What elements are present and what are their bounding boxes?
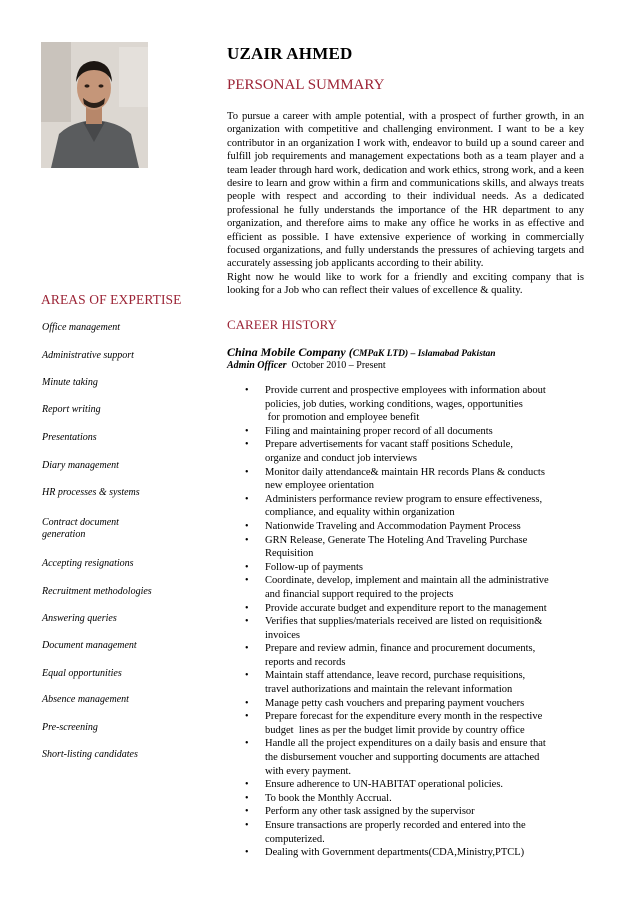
bullet-icon: • [245, 602, 249, 614]
duty-line: Provide accurate budget and expenditure report to the management [265, 602, 547, 614]
bullet-icon: • [245, 670, 249, 682]
duty-line: with every payment. [265, 765, 352, 777]
duty-line: Provide current and prospective employees with information about [265, 385, 546, 396]
duty-line: Perform any other task assigned by the supervisor [265, 806, 475, 818]
duty-line: invoices [265, 629, 300, 641]
duty-line: Prepare forecast for the expenditure every month in the respective [265, 711, 543, 723]
duty-line: new employee orientation [265, 480, 375, 492]
duty-item [245, 466, 587, 493]
duty-item [245, 697, 587, 711]
duty-line: Filing and maintaining proper record of all documents [265, 425, 493, 437]
expertise-item: Report writing [42, 404, 101, 415]
duty-item [245, 438, 587, 465]
duty-line: the disbursement voucher and supporting documents are attached [265, 752, 540, 764]
duty-line: organize and conduct job interviews [265, 452, 418, 464]
summary-paragraph: To pursue a career with ample potential, with a prospect of further growth, in an organization with competitive and challenging environment. I want to be a key contributor in an organization I work with, endeavor to build up a sound career and fulfill job requirements and management expectations both as a team player and a team leader through hard work, dedication and work ethics, strong work, and a keen desire to learn and grow within a firm and communications skills, and always treats people with respect and according to their individual needs. As a dedicated professional he fully understands the importance of the HR department to any organization, and therefore aims to make any office he works in as effective and efficient as possible. I have extensive experience of working in commercially focused organizations, and fully understands the pressures of achieving targets and accurately assessing job applicants according to their ability. [227, 111, 584, 270]
summary-title: PERSONAL SUMMARY [227, 77, 385, 93]
bullet-icon: • [245, 643, 249, 655]
company-location: – Islamabad Pakistan [408, 349, 496, 359]
person-photo-icon [41, 42, 148, 168]
duty-item [245, 669, 587, 696]
duty-line: Ensure transactions are properly recorded and entered into the [265, 820, 526, 831]
bullet-icon: • [245, 616, 249, 628]
duty-line: Handle all the project expenditures on a daily basis and ensure that [265, 738, 546, 750]
duty-line: Dealing with Government departments(CDA,Ministry,PTCL) [265, 847, 525, 859]
expertise-item: Presentations [42, 432, 97, 443]
expertise-item: Short-listing candidates [42, 749, 138, 760]
bullet-icon: • [245, 575, 249, 587]
duty-item [245, 384, 587, 425]
expertise-item: Accepting resignations [42, 558, 134, 569]
duty-item [245, 778, 587, 792]
summary-text [227, 110, 584, 298]
duty-line: Prepare advertisements for vacant staff positions Schedule, [265, 439, 513, 451]
bullet-icon: • [245, 466, 249, 478]
duty-line: Ensure adherence to UN-HABITAT operational policies. [265, 779, 504, 791]
expertise-item: Administrative support [42, 350, 134, 361]
duty-line: and financial support required to the projects [265, 588, 454, 600]
duty-item [245, 534, 587, 561]
expertise-item: Equal opportunities [42, 668, 122, 679]
bullet-icon: • [245, 534, 249, 546]
profile-photo [41, 42, 148, 168]
duty-item [245, 493, 587, 520]
company-name: China Mobile Company ( [227, 345, 353, 359]
bullet-icon: • [245, 738, 249, 750]
duty-line: policies, job duties, working conditions, wages, opportunities [265, 398, 523, 410]
expertise-item: Diary management [42, 460, 119, 471]
duty-item [245, 737, 587, 778]
bullet-icon: • [245, 711, 249, 723]
duty-item [245, 819, 587, 846]
duty-item [245, 425, 587, 439]
expertise-item: HR processes & systems [42, 487, 140, 498]
company-sub: CMPaK LTD) [352, 349, 409, 359]
candidate-name: UZAIR AHMED [227, 44, 353, 63]
duty-item [245, 561, 587, 575]
duty-line: Follow-up of payments [265, 561, 363, 573]
expertise-item: Document management [42, 640, 137, 651]
duty-item [245, 520, 587, 534]
duty-line: Requisition [265, 548, 314, 560]
expertise-item: Recruitment methodologies [42, 586, 152, 597]
duty-item [245, 574, 587, 601]
duty-line: for promotion and employee benefit [265, 412, 420, 424]
expertise-item: Office management [42, 322, 121, 333]
duty-line: Manage petty cash vouchers and preparing payment vouchers [265, 697, 525, 709]
expertise-item: Pre-screening [42, 722, 98, 733]
bullet-icon: • [245, 425, 249, 437]
duty-item [245, 615, 587, 642]
expertise-item: Answering queries [42, 613, 117, 624]
bullet-icon: • [245, 847, 249, 859]
duty-item [245, 846, 587, 860]
duty-line: reports and records [265, 656, 346, 668]
bullet-icon: • [245, 779, 249, 791]
bullet-icon: • [245, 792, 249, 804]
duty-line: computerized. [265, 833, 325, 845]
bullet-icon: • [245, 520, 249, 532]
duty-line: Administers performance review program to ensure effectiveness, [265, 493, 543, 505]
bullet-icon: • [245, 385, 249, 396]
role-title: Admin Officer [227, 360, 287, 371]
expertise-item: Contract document generation [42, 517, 119, 540]
career-title: CAREER HISTORY [227, 317, 337, 332]
duty-item [245, 642, 587, 669]
duty-line: travel authorizations and maintain the relevant information [265, 684, 513, 696]
duty-line: GRN Release, Generate The Hoteling And Traveling Purchase [265, 534, 528, 546]
duty-line: Prepare and review admin, finance and procurement documents, [265, 643, 536, 655]
duty-item [245, 792, 587, 806]
company-heading [227, 345, 496, 360]
duties-list [227, 384, 587, 860]
duty-line: compliance, and equality within organization [265, 507, 455, 519]
duty-line: Maintain staff attendance, leave record, purchase requisitions, [265, 670, 526, 682]
duty-line: budget lines as per the budget limit provide by country office [265, 724, 525, 736]
expertise-section [41, 292, 211, 308]
bullet-icon: • [245, 806, 249, 818]
bullet-icon: • [245, 561, 249, 573]
expertise-item: Minute taking [42, 377, 98, 388]
duty-line: Verifies that supplies/materials received are listed on requisition& [265, 616, 543, 628]
duty-line: To book the Monthly Accrual. [265, 792, 392, 804]
duty-item [245, 805, 587, 819]
duty-line: Nationwide Traveling and Accommodation Payment Process [265, 520, 521, 532]
role-period: October 2010 – Present [291, 360, 386, 371]
bullet-icon: • [245, 439, 249, 451]
duty-item [245, 602, 587, 616]
duty-line: Coordinate, develop, implement and maintain all the administrative [265, 575, 549, 587]
expertise-title: AREAS OF EXPERTISE [41, 292, 182, 307]
duty-line: Monitor daily attendance& maintain HR records Plans & conducts [265, 466, 545, 478]
bullet-icon: • [245, 697, 249, 709]
summary-paragraph: Right now he would like to work for a friendly and exciting company that is looking for a Job who can reflect their values of excellence & quality. [227, 271, 584, 297]
expertise-item: Absence management [42, 694, 129, 705]
bullet-icon: • [245, 820, 249, 831]
duty-item [245, 710, 587, 737]
bullet-icon: • [245, 493, 249, 505]
role-line [227, 360, 386, 371]
